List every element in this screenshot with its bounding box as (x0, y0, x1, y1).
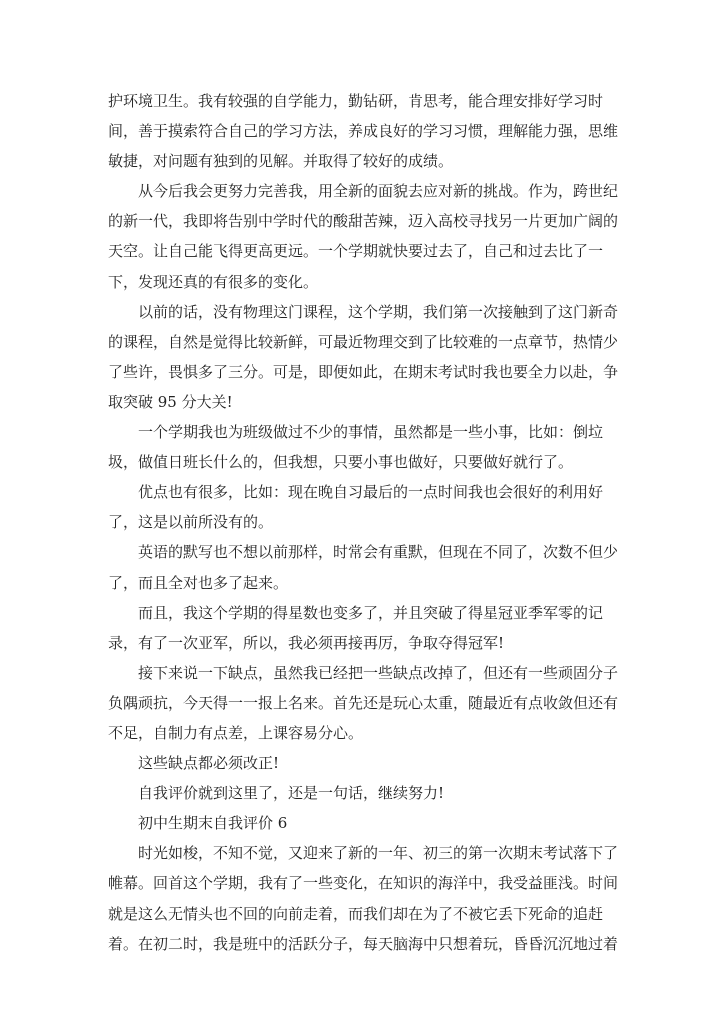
text-line: 负隅顽抗，今天得一一报上名来。首先还是玩心太重，随最近有点收敛但还有 (108, 693, 619, 712)
text-line: 优点也有很多，比如：现在晚自习最后的一点时间我也会很好的利用好 (138, 483, 604, 502)
text-line: 了些许，畏惧多了三分。可是，即便如此，在期末考试时我也要全力以赴，争 (108, 362, 619, 381)
text-line: 就是这么无情头也不回的向前走着，而我们却在为了不被它丢下死命的追赶 (108, 904, 604, 923)
paragraph (108, 540, 619, 600)
paragraph (108, 601, 608, 661)
paragraph (108, 89, 619, 179)
text-line: 一个学期我也为班级做过不少的事情，虽然都是一些小事，比如：倒垃 (138, 423, 604, 442)
text-line: 的新一代，我即将告别中学时代的酸甜苦辣，迈入高校寻找另一片更加广阔的 (108, 212, 619, 231)
text-line: 初中生期末自我评价 6 (138, 814, 288, 833)
text-line: 自我评价就到这里了，还是一句话，继续努力! (138, 784, 445, 803)
paragraph (108, 841, 619, 961)
paragraph (108, 781, 608, 811)
paragraph (108, 751, 608, 781)
text-line: 录，有了一次亚军，所以，我必须再接再厉，争取夺得冠军! (108, 633, 505, 652)
text-line: 这些缺点都必须改正! (138, 754, 280, 773)
paragraph (108, 300, 619, 420)
text-line: 取突破 95 分大关! (108, 392, 233, 411)
document-body (108, 89, 619, 962)
text-line: 英语的默写也不想以前那样，时常会有重默，但现在不同了，次数不但少 (138, 543, 619, 562)
text-line: 护环境卫生。我有较强的自学能力，勤钻研，肯思考，能合理安排好学习时 (108, 92, 604, 110)
text-line: 圾，做值日班长什么的，但我想，只要小事也做好，只要做好就行了。 (108, 453, 574, 472)
paragraph (108, 179, 619, 299)
text-line: 从今后我会更努力完善我，用全新的面貌去应对新的挑战。作为，跨世纪 (138, 182, 619, 201)
text-line: 着。在初二时，我是班中的活跃分子，每天脑海中只想着玩，昏昏沉沉地过着 (108, 934, 619, 953)
text-line: 天空。让自己能飞得更高更远。一个学期就快要过去了，自己和过去比了一 (108, 242, 604, 261)
text-line: 间，善于摸索符合自己的学习方法，养成良好的学习习惯，理解能力强，思维 (108, 122, 619, 141)
paragraph (108, 420, 608, 480)
text-line: 时光如梭，不知不觉，又迎来了新的一年、初三的第一次期末考试落下了 (138, 844, 619, 863)
text-line: 帷幕。回首这个学期，我有了一些变化，在知识的海洋中，我受益匪浅。时间 (108, 874, 619, 893)
text-line: 不足，自制力有点差，上课容易分心。 (108, 723, 364, 742)
text-line: 敏捷，对问题有独到的见解。并取得了较好的成绩。 (108, 152, 454, 171)
section-heading (108, 811, 608, 841)
text-line: 而且，我这个学期的得星数也变多了，并且突破了得星冠亚季军零的记 (138, 603, 604, 622)
text-line: 接下来说一下缺点，虽然我已经把一些缺点改掉了，但还有一些顽固分子 (138, 663, 619, 682)
paragraph (108, 661, 619, 751)
text-line: 下，发现还真的有很多的变化。 (108, 272, 319, 291)
text-line: 了，而且全对也多了起来。 (108, 573, 289, 592)
text-line: 以前的话，没有物理这门课程，这个学期，我们第一次接触到了这门新奇 (138, 302, 619, 321)
text-line: 的课程，自然是觉得比较新鲜，可最近物理交到了比较难的一点章节，热情少 (108, 332, 619, 351)
text-line: 了，这是以前所没有的。 (108, 513, 274, 532)
paragraph (108, 480, 608, 540)
